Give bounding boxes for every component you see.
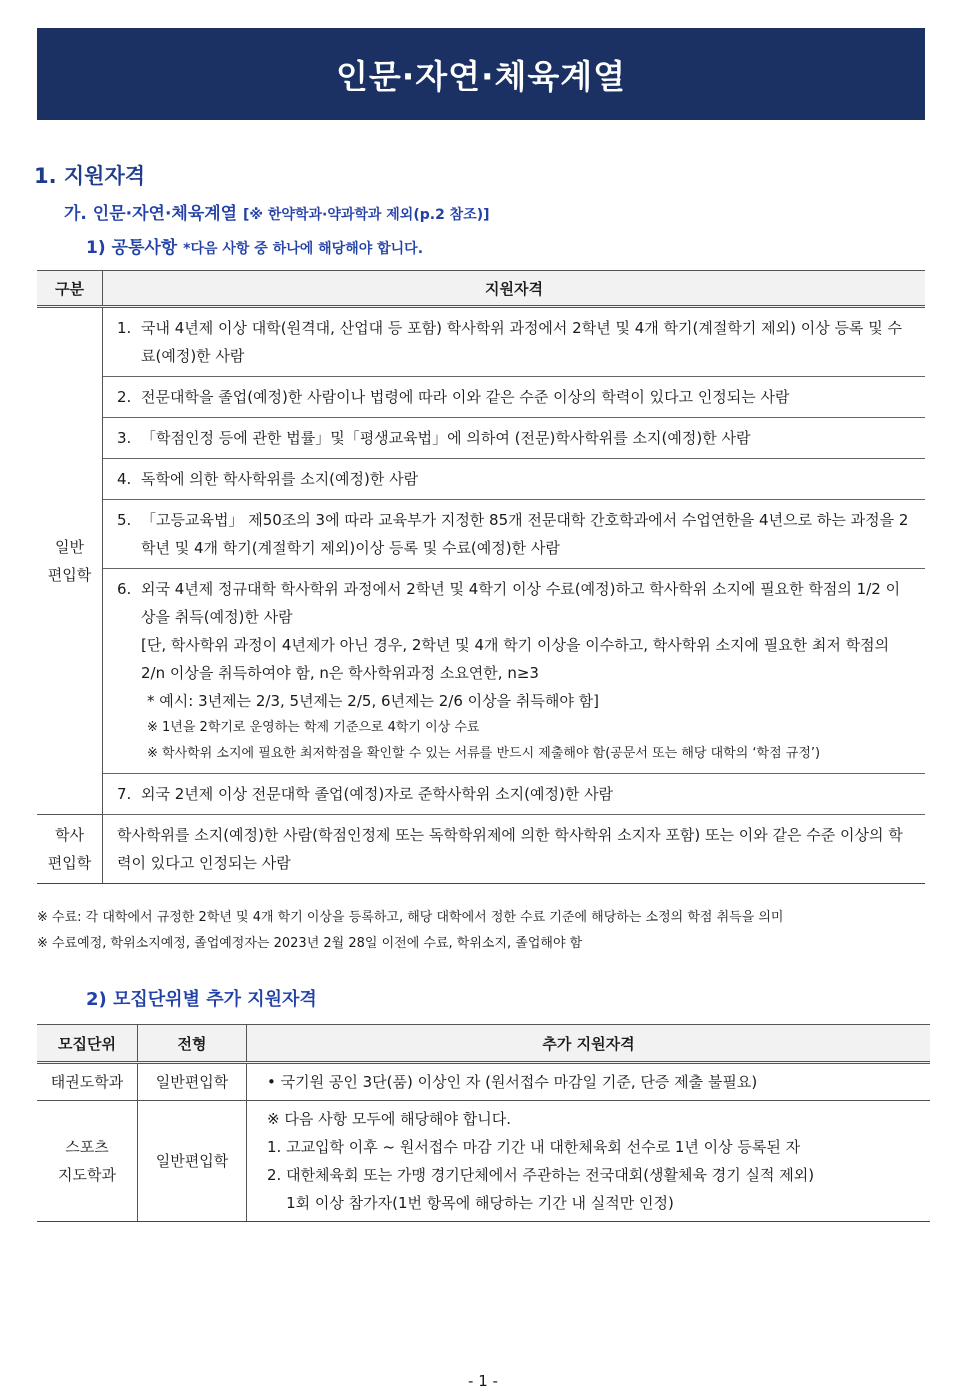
type-cell: 일반편입학 (138, 1101, 247, 1222)
qualification-item-5 (103, 500, 926, 569)
item-note-2: ※ 학사학위 소지에 필요한 최저학점을 확인할 수 있는 서류를 반드시 제출해야 함(공문서 또는 해당 대학의 ‘학점 규정’) (147, 746, 821, 761)
table-row (37, 1101, 930, 1222)
item-text: 국내 4년제 이상 대학(원격대, 산업대 등 포함) 학사학위 과정에서 2학년 및 4개 학기(계절학기 제외) 이상 등록 및 수료(예정)한 사람 (141, 319, 902, 365)
item-detail-1: [단, 학사학위 과정이 4년제가 아닌 경우, 2학년 및 4개 학기 이상을 이수하고, 학사학위 소지에 필요한 최저 학점의 2/n 이상을 취득하여야 함, n은 학사학위과정 소요연한, n≥3 (141, 636, 890, 682)
table-row (37, 815, 925, 884)
qualification-item-4 (103, 459, 926, 500)
qualification-item-3 (103, 418, 926, 459)
additional-line: • 국기원 공인 3단(품) 이상인 자 (원서접수 마감일 기준, 단증 제출 불필요) (267, 1073, 758, 1091)
header-qualification: 지원자격 (103, 271, 926, 307)
item-number: 4. (117, 470, 132, 488)
page-number: - 1 - (468, 1372, 498, 1390)
item-detail-2: * 예시: 3년제는 2/3, 5년제는 2/5, 6년제는 2/6 이상을 취득해야 함] (147, 692, 599, 710)
item-number: 3. (117, 429, 132, 447)
table-header-row (37, 1025, 930, 1063)
qualification-item-2 (103, 377, 926, 418)
qualification-item-1 (103, 307, 926, 377)
table-row (37, 1063, 930, 1101)
sub-heading-note: [※ 한약학과·약과학과 제외(p.2 참조)] (243, 207, 490, 223)
category-general: 일반 편입학 (37, 307, 103, 815)
table-row (37, 307, 925, 377)
item-text: 외국 4년제 정규대학 학사학위 과정에서 2학년 및 4학기 이상 수료(예정)하고 학사학위 소지에 필요한 학점의 1/2 이상을 취득(예정)한 사람 (141, 580, 901, 626)
item-text: 「고등교육법」 제50조의 3에 따라 교육부가 지정한 85개 전문대학 간호학과에서 수업연한을 4년으로 하는 과정을 2학년 및 4개 학기(계절학기 제외)이상 등록 및 수료(예정)한 사람 (141, 511, 909, 557)
section2-heading: 2) 모집단위별 추가 지원자격 (86, 989, 317, 1010)
table-header-row (37, 271, 925, 307)
header-type: 전형 (138, 1025, 247, 1063)
qualification-item-6 (103, 569, 926, 774)
header-additional: 추가 지원자격 (247, 1025, 931, 1063)
banner-title: 인문·자연·체육계열 (335, 56, 627, 96)
item-text: 「학점인정 등에 관한 법률」및「평생교육법」에 의하여 (전문)학사학위를 소지(예정)한 사람 (141, 429, 751, 447)
table-row (37, 569, 925, 774)
additional-line: 1. 고교입학 이후 ~ 원서접수 마감 기간 내 대한체육회 선수로 1년 이상 등록된 자 (267, 1138, 801, 1156)
unit-cell: 스포츠 지도학과 (37, 1101, 138, 1222)
item-text: 전문대학을 졸업(예정)한 사람이나 법령에 따라 이와 같은 수준 이상의 학력이 있다고 인정되는 사람 (141, 388, 790, 406)
item-number: 5. (117, 511, 132, 529)
section-heading: 1. 지원자격 (34, 164, 146, 188)
table-row (37, 377, 925, 418)
unit-cell: 태권도학과 (37, 1063, 138, 1101)
header-unit: 모집단위 (37, 1025, 138, 1063)
additional-qualification-table (37, 1024, 930, 1222)
item-number: 7. (117, 785, 132, 803)
qualification-table (37, 270, 925, 884)
additional-line: 1회 이상 참가자(1번 항목에 해당하는 기간 내 실적만 인정) (267, 1194, 674, 1212)
additional-cell (247, 1063, 931, 1101)
sub-heading (64, 199, 490, 224)
item-text: 외국 2년제 이상 전문대학 졸업(예정)자로 준학사학위 소지(예정)한 사람 (141, 785, 614, 803)
item-text: 독학에 의한 학사학위를 소지(예정)한 사람 (141, 470, 419, 488)
common-heading (86, 233, 423, 258)
additional-cell (247, 1101, 931, 1222)
header-category: 구분 (37, 271, 103, 307)
item-number: 1. (117, 319, 132, 337)
qualification-bachelor: 학사학위를 소지(예정)한 사람(학점인정제 또는 독학학위제에 의한 학사학위 소지자 포함) 또는 이와 같은 수준 이상의 학력이 있다고 인정되는 사람 (103, 815, 926, 884)
qualification-item-7 (103, 774, 926, 815)
common-heading-title: 1) 공통사항 (86, 238, 178, 258)
item-number: 2. (117, 388, 132, 406)
table-row (37, 459, 925, 500)
page-banner (37, 28, 925, 120)
footnote-expected: ※ 수료예정, 학위소지예정, 졸업예정자는 2023년 2월 28일 이전에 수료, 학위소지, 졸업해야 함 (37, 936, 583, 951)
additional-line: 2. 대한체육회 또는 가맹 경기단체에서 주관하는 전국대회(생활체육 경기 실적 제외) (267, 1166, 815, 1184)
sub-heading-title: 가. 인문·자연·체육계열 (64, 204, 238, 224)
type-cell: 일반편입학 (138, 1063, 247, 1101)
common-heading-note: *다음 사항 중 하나에 해당해야 합니다. (183, 241, 424, 257)
table-row (37, 500, 925, 569)
item-number: 6. (117, 580, 132, 598)
table-row (37, 418, 925, 459)
item-note-1: ※ 1년을 2학기로 운영하는 학제 기준으로 4학기 이상 수료 (147, 720, 480, 735)
table-row (37, 774, 925, 815)
additional-line: ※ 다음 사항 모두에 해당해야 합니다. (267, 1110, 512, 1128)
category-bachelor: 학사 편입학 (37, 815, 103, 884)
footnote-completion: ※ 수료: 각 대학에서 규정한 2학년 및 4개 학기 이상을 등록하고, 해당 대학에서 정한 수료 기준에 해당하는 소정의 학점 취득을 의미 (37, 910, 784, 925)
